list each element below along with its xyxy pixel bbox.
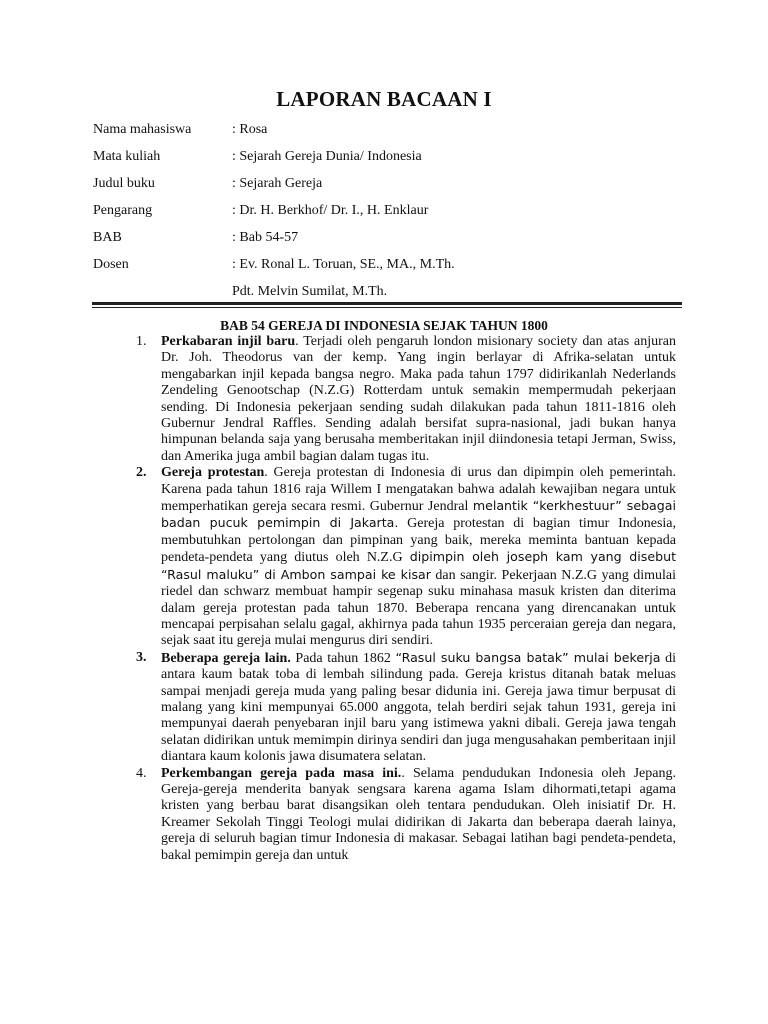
item-heading: Gereja protestan	[161, 465, 265, 481]
info-label: BAB	[93, 230, 122, 245]
item-text: . Terjadi oleh pengaruh london misionary society dan atas anjuran Dr. Joh. Theodorus van der kemp. Yang ingin berlayar di Afrika-selatan untuk mengabarkan injil kepada bangsa negro. Maka pada tahun 1797 didirikanlah Nederlands Zendeling Genootschap (N.Z.G) Rotterdam untuk semakin mempermudah pekerjaan sending. Di Indonesia pekerjaan sending sudah dilakukan pada tahun 1811-1816 oleh Gubernur Jendral Raffles. Sending adalah bersifat supra-nasional, jadi bukan hanya himpunan belanda saja yang berusaha memberitakan injil diindonesia tetapi Jerman, Swiss, dan Amerika juga ambil bagian dalam tugas itu.	[161, 334, 676, 464]
item-number: 4.	[136, 765, 147, 781]
item-list	[136, 334, 676, 864]
item-number: 2.	[136, 465, 147, 481]
item-text: . Gereja protestan di Indonesia di urus dan dipimpin oleh pemerintah. Karena pada tahun 1816 raja Willem I mengatakan bahwa adalah kewajiban negara untuk memperhatikan gereja secara resmi. Gubernur Jendral	[161, 465, 676, 515]
info-value: : Sejarah Gereja Dunia/ Indonesia	[232, 149, 422, 164]
item-text-handwritten: dipimpin oleh joseph kam yang disebut “Rasul maluku” di Ambon sampai ke kisar	[161, 549, 677, 582]
info-label: Dosen	[93, 257, 129, 272]
list-item	[136, 766, 676, 864]
info-value: : Ev. Ronal L. Toruan, SE., MA., M.Th.	[232, 257, 455, 272]
info-value: : Rosa	[232, 122, 268, 137]
info-label: Nama mahasiswa	[93, 122, 192, 137]
item-text-handwritten: melantik “kerkhestuur” sebagai badan pucuk pemimpin di Jakarta.	[161, 498, 676, 531]
item-text: dan sangir. Pekerjaan N.Z.G yang dimulai riedel dan schwarz membuat hampir segenap suku minahasa masuk kristen dan diterima dalam gereja protestan pada tahun 1870. Beberapa rencana yang direncanakan untuk mencapai perpisahan selalu gagal, akhirnya pada tahun 1935 perceraian gereja dan negara, sejak saat itu gereja mulai mengurus diri sendiri.	[161, 567, 676, 649]
info-label: Judul buku	[93, 176, 155, 191]
item-number: 1.	[136, 334, 147, 349]
item-heading: Beberapa gereja lain.	[161, 650, 291, 666]
item-text: Gereja protestan di bagian timur Indonesia, membutuhkan pertolongan dan pimpinan yang baik, mereka meminta bantuan kepada pendeta-pendeta yang diutus oleh N.Z.G	[161, 516, 676, 566]
item-heading: Perkembangan gereja pada masa ini.	[161, 765, 402, 781]
divider-thin	[92, 307, 682, 308]
divider-thick	[92, 302, 682, 305]
section-title: BAB 54 GEREJA DI INDONESIA SEJAK TAHUN 1800	[220, 318, 548, 333]
item-heading: Perkabaran injil baru	[161, 334, 296, 349]
item-text: . Selama pendudukan Indonesia oleh Jepang. Gereja-gereja menderita banyak sengsara karena agama Islam dihormati,tetapi agama kristen yang berbau barat disangsikan oleh tentara pendudukan. Oleh inisiatif Dr. H. Kreamer Sekolah Tinggi Teologi mulai didirikan di Jakarta dan beberapa daerah lainya, gereja di seluruh bagian timur Indonesia di makasar. Sebagai latihan bagi pendeta-pendeta, bakal pemimpin gereja dan untuk	[161, 765, 676, 863]
info-value: Pdt. Melvin Sumilat, M.Th.	[232, 284, 388, 299]
info-value: : Bab 54-57	[232, 230, 299, 245]
item-text: di antara kaum batak toba di lembah silindung pada. Gereja kristus ditanah batak meluas sampai menjadi gereja muda yang paling besar didunia ini. Gereja jawa timur berpusat di malang yang kini mempunyai 65.000 anggota, telah berdiri sejak tahun 1931, gereja ini mempunyai daerah penyebaran injil baru yang istimewa yakni dibali. Gereja jawa tengah selatan didirikan untuk memimpin dirinya sendiri dan juga mengusahakan pemberitaan injil diantara kaum kolonis jawa disumatera selatan.	[161, 650, 676, 765]
item-text-handwritten: “Rasul suku bangsa batak” mulai bekerja	[395, 649, 661, 665]
item-number: 3.	[136, 649, 147, 665]
list-item	[136, 465, 676, 649]
list-item	[136, 650, 676, 766]
page-title: LAPORAN BACAAN I	[276, 87, 492, 111]
list-item	[136, 334, 676, 465]
info-value: : Sejarah Gereja	[232, 176, 323, 191]
info-label: Pengarang	[93, 203, 153, 218]
info-label: Mata kuliah	[93, 149, 161, 164]
item-text: Pada tahun 1862	[290, 650, 396, 666]
info-value: : Dr. H. Berkhof/ Dr. I., H. Enklaur	[232, 203, 429, 218]
